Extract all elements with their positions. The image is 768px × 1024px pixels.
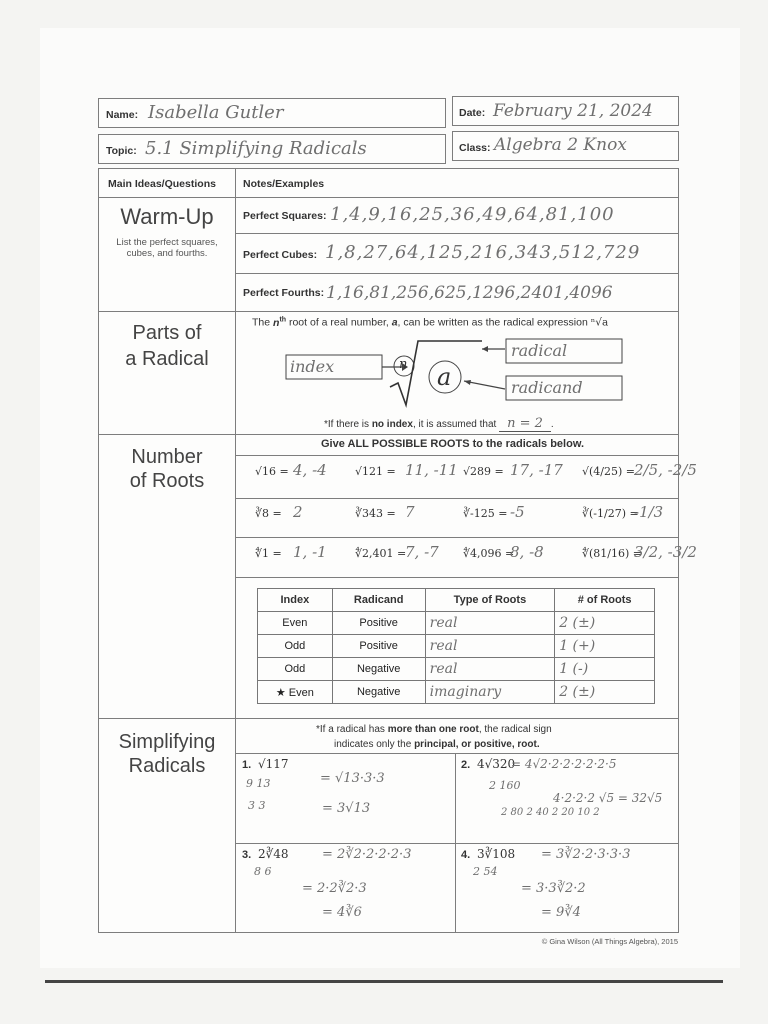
- root-expression: ∜(81/16) =: [582, 547, 643, 560]
- work-step: 2 160: [489, 779, 521, 792]
- radicand-label: radicand: [511, 378, 583, 397]
- root-expression: ∛(-1/27) =: [582, 507, 639, 520]
- perfect-cubes-value: 1,8,27,64,125,216,343,512,729: [325, 242, 641, 263]
- roots-summary-table: [257, 588, 655, 704]
- root-answer: 7: [405, 503, 415, 521]
- root-expression: ∛-125 =: [463, 507, 508, 520]
- table-cell: real: [425, 612, 555, 635]
- root-answer: 2: [293, 503, 303, 521]
- root-expression: ∛8 =: [255, 507, 282, 520]
- table-cell: 1 (-): [555, 658, 655, 681]
- root-expression: ∜1 =: [255, 547, 282, 560]
- class-label: Class:: [459, 142, 491, 154]
- problem-number: 3.: [242, 849, 252, 861]
- radical-expression: ⁿ√a: [590, 316, 609, 329]
- divider: [98, 311, 679, 312]
- table-cell: Even: [258, 612, 333, 635]
- work-step: = 2·2∛2·3: [302, 881, 367, 896]
- root-expression: ∛343 =: [355, 507, 396, 520]
- parts-intro: The $n^{th}$ root of a real number, a, can be written as the radical expression ⁿ√a: [252, 316, 609, 329]
- table-row: [258, 681, 655, 704]
- root-answer: -5: [510, 503, 525, 521]
- table-header: # of Roots: [555, 589, 655, 612]
- work-step: = 9∛4: [541, 905, 581, 920]
- root-answer: 11, -11: [405, 461, 458, 479]
- problem-number: 4.: [461, 849, 471, 861]
- divider: [235, 273, 679, 274]
- root-answer: -1/3: [634, 503, 664, 521]
- table-cell: 1 (+): [555, 635, 655, 658]
- table-row: [258, 635, 655, 658]
- a-symbol: a: [437, 363, 452, 391]
- table-cell: Negative: [332, 681, 425, 704]
- root-expression: ∜4,096 =: [463, 547, 515, 560]
- divider: [235, 233, 679, 234]
- header-divider: [98, 197, 679, 198]
- table-row: [258, 612, 655, 635]
- n-symbol: n: [399, 357, 408, 372]
- root-expression: ∜2,401 =: [355, 547, 407, 560]
- problem-expression: 2∛48: [258, 847, 289, 861]
- table-row: [258, 658, 655, 681]
- column-header-left: Main Ideas/Questions: [108, 178, 216, 190]
- root-expression: √16 =: [255, 465, 289, 478]
- table-cell: Odd: [258, 658, 333, 681]
- perfect-squares-label: Perfect Squares:: [243, 210, 327, 222]
- problem-number: 2.: [461, 759, 471, 771]
- divider: [235, 498, 679, 499]
- class-value: Algebra 2 Knox: [494, 135, 627, 155]
- factor-tree: 3 3: [248, 799, 266, 812]
- divider: [235, 537, 679, 538]
- root-expression: √289 =: [463, 465, 504, 478]
- radical-label: radical: [511, 341, 568, 360]
- column-header-right: Notes/Examples: [243, 178, 325, 190]
- perfect-cubes-label: Perfect Cubes:: [243, 249, 318, 261]
- roots-heading: Give ALL POSSIBLE ROOTS to the radicals below.: [321, 438, 585, 450]
- no-index-note: *If there is no index, it is assumed that n = 2 .: [324, 416, 554, 431]
- root-answer: 3/2, -3/2: [634, 543, 697, 561]
- principal-root-note: *If a radical has more than one root, the radical sign: [316, 724, 552, 735]
- simplifying-title-line1: Simplifying: [118, 731, 216, 753]
- table-cell: ★ Even: [258, 681, 333, 704]
- problem-expression: 3∛108: [477, 847, 516, 861]
- factor-tree: 2 54: [473, 865, 498, 878]
- roots-title-line2: of Roots: [129, 470, 205, 492]
- divider: [235, 843, 679, 844]
- divider: [235, 455, 679, 456]
- factor-tree: 8 6: [254, 865, 272, 878]
- work-step: = 2∛2·2·2·2·3: [322, 847, 412, 862]
- name-value: Isabella Gutler: [148, 102, 284, 123]
- date-label: Date:: [459, 107, 486, 119]
- table-header: Index: [258, 589, 333, 612]
- principal-root-note-2: indicates only the principal, or positive, root.: [334, 739, 540, 750]
- topic-label: Topic:: [106, 145, 137, 157]
- work-step: = 3·3∛2·2: [521, 881, 586, 896]
- parts-title-line1: Parts of: [132, 322, 202, 344]
- table-cell: Negative: [332, 658, 425, 681]
- table-cell: Positive: [332, 635, 425, 658]
- root-expression: √(4/25) =: [582, 465, 636, 478]
- table-cell: 2 (±): [555, 681, 655, 704]
- no-index-answer: n = 2: [499, 416, 551, 432]
- root-answer: 4, -4: [293, 461, 327, 479]
- table-cell: imaginary: [425, 681, 555, 704]
- problem-expression: 4√320: [477, 757, 516, 771]
- work-step: 4·2·2·2 √5 = 32√5: [553, 791, 663, 805]
- work-step: = 3∛2·2·3·3·3: [541, 847, 631, 862]
- divider: [98, 718, 679, 719]
- work-step: = 4∛6: [322, 905, 362, 920]
- table-cell: Odd: [258, 635, 333, 658]
- root-answer: 7, -7: [405, 543, 439, 561]
- warmup-subtitle: List the perfect squares, cubes, and fourths.: [116, 237, 218, 259]
- copyright: © Gina Wilson (All Things Algebra), 2015: [541, 937, 678, 946]
- roots-title-line1: Number: [131, 446, 203, 468]
- date-value: February 21, 2024: [493, 101, 653, 121]
- root-answer: 2/5, -2/5: [634, 461, 697, 479]
- root-answer: 1, -1: [293, 543, 327, 561]
- work-step: = 4√2·2·2·2·2·2·5: [511, 757, 617, 771]
- parts-title-line2: a Radical: [125, 348, 209, 370]
- problem-expression: √117: [258, 757, 289, 771]
- root-answer: 8, -8: [510, 543, 544, 561]
- index-label: index: [290, 357, 335, 376]
- work-step: 2 80 2 40 2 20 10 2: [501, 807, 600, 818]
- divider: [98, 434, 679, 435]
- divider: [235, 577, 679, 578]
- divider: [235, 753, 679, 754]
- table-header: Radicand: [332, 589, 425, 612]
- table-cell: real: [425, 635, 555, 658]
- factor-tree: 9 13: [246, 777, 271, 790]
- perfect-squares-value: 1,4,9,16,25,36,49,64,81,100: [330, 204, 615, 225]
- perfect-fourths-value: 1,16,81,256,625,1296,2401,4096: [326, 283, 613, 303]
- perfect-fourths-label: Perfect Fourths:: [243, 287, 325, 299]
- name-label: Name:: [106, 109, 139, 121]
- work-step: = 3√13: [322, 801, 371, 816]
- table-header: Type of Roots: [425, 589, 555, 612]
- topic-value: 5.1 Simplifying Radicals: [145, 138, 367, 159]
- simplifying-title-line2: Radicals: [128, 755, 206, 777]
- root-answer: 17, -17: [510, 461, 563, 479]
- root-expression: √121 =: [355, 465, 396, 478]
- table-cell: 2 (±): [555, 612, 655, 635]
- page-bottom-edge: [45, 980, 723, 983]
- problem-number: 1.: [242, 759, 252, 771]
- work-step: = √13·3·3: [320, 771, 385, 786]
- table-cell: real: [425, 658, 555, 681]
- column-divider: [235, 168, 236, 933]
- table-cell: Positive: [332, 612, 425, 635]
- warmup-title: Warm-Up: [120, 204, 214, 229]
